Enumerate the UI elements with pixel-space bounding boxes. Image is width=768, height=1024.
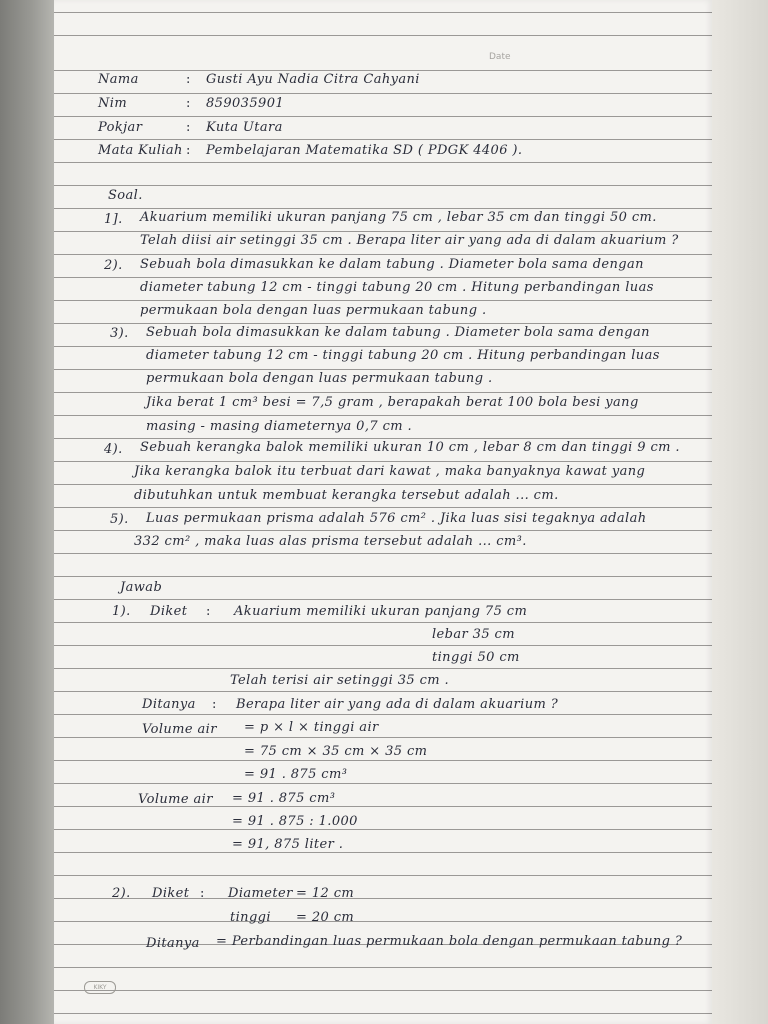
question-number: 2). — [104, 258, 123, 273]
question-number: 3). — [110, 326, 129, 341]
notebook-brand-logo: KIKY — [84, 981, 116, 994]
colon: : — [186, 96, 191, 111]
question-number: 1]. — [104, 212, 123, 227]
volume-step: = 91 . 875 cm³ — [232, 791, 336, 806]
question-number: 5). — [110, 512, 129, 527]
diket-line: tinggi 50 cm — [432, 650, 520, 665]
question-line: Akuarium memiliki ukuran panjang 75 cm , lebar 35 cm dan tinggi 50 cm. — [140, 210, 657, 225]
question-line: Luas permukaan prisma adalah 576 cm² . Jika luas sisi tegaknya adalah — [146, 511, 647, 526]
colon: : — [212, 697, 217, 712]
question-line: Sebuah bola dimasukkan ke dalam tabung . Diameter bola sama dengan — [140, 257, 644, 272]
colon: : — [200, 886, 205, 901]
name-label: Nama — [98, 72, 139, 87]
pokjar-label: Pokjar — [98, 120, 143, 135]
nim-label: Nim — [98, 96, 128, 111]
name-value: Gusti Ayu Nadia Citra Cahyani — [206, 72, 420, 87]
ditanya-text: Berapa liter air yang ada di dalam akuarium ? — [236, 697, 559, 712]
question-line: Jika berat 1 cm³ besi = 7,5 gram , berapakah berat 100 bola besi yang — [146, 395, 639, 410]
jawab-heading: Jawab — [120, 580, 163, 595]
volume-step: = 91, 875 liter . — [232, 837, 344, 852]
diameter-label: Diameter — [228, 886, 293, 901]
volume-label: Volume air — [142, 722, 217, 737]
pokjar-value: Kuta Utara — [206, 120, 283, 135]
tinggi-label: tinggi — [230, 910, 271, 925]
diket-label: Diket — [150, 604, 188, 619]
nim-value: 859035901 — [206, 96, 285, 111]
notebook-right-edge — [712, 0, 768, 1024]
diket-line: Telah terisi air setinggi 35 cm . — [230, 673, 450, 688]
notebook-left-edge — [0, 0, 54, 1024]
diket-line: Akuarium memiliki ukuran panjang 75 cm — [234, 604, 528, 619]
question-line: masing - masing diameternya 0,7 cm . — [146, 419, 413, 434]
diket-label: Diket — [152, 886, 190, 901]
diket-line: lebar 35 cm — [432, 627, 515, 642]
soal-heading: Soal. — [108, 188, 143, 203]
question-line: dibutuhkan untuk membuat kerangka tersebut adalah ... cm. — [134, 488, 559, 503]
volume-step: = 75 cm × 35 cm × 35 cm — [244, 744, 428, 759]
colon: : — [186, 72, 191, 87]
tinggi-value: = 20 cm — [296, 910, 355, 925]
date-label: Date — [489, 52, 511, 62]
course-value: Pembelajaran Matematika SD ( PDGK 4406 ). — [206, 143, 523, 158]
question-line: permukaan bola dengan luas permukaan tabung . — [146, 371, 493, 386]
course-label: Mata Kuliah — [98, 143, 183, 158]
ditanya-label: Ditanya — [142, 697, 196, 712]
question-number: 4). — [104, 442, 123, 457]
colon: : — [186, 143, 191, 158]
question-line: diameter tabung 12 cm - tinggi tabung 20 cm . Hitung perbandingan luas — [146, 348, 660, 363]
volume-label: Volume air — [138, 792, 213, 807]
diameter-value: = 12 cm — [296, 886, 355, 901]
volume-step: = 91 . 875 cm³ — [244, 767, 348, 782]
answer-number: 1). — [112, 604, 131, 619]
volume-step: = 91 . 875 : 1.000 — [232, 814, 358, 829]
question-line: Sebuah bola dimasukkan ke dalam tabung . Diameter bola sama dengan — [146, 325, 650, 340]
question-line: permukaan bola dengan luas permukaan tabung . — [140, 303, 487, 318]
ditanya-label: Ditanya — [146, 936, 200, 951]
ditanya-text: = Perbandingan luas permukaan bola dengan permukaan tabung ? — [216, 934, 683, 949]
question-line: diameter tabung 12 cm - tinggi tabung 20 cm . Hitung perbandingan luas — [140, 280, 654, 295]
question-line: Sebuah kerangka balok memiliki ukuran 10 cm , lebar 8 cm dan tinggi 9 cm . — [140, 440, 680, 455]
question-line: 332 cm² , maka luas alas prisma tersebut adalah ... cm³. — [134, 534, 527, 549]
volume-step: = p × l × tinggi air — [244, 720, 379, 735]
colon: : — [186, 120, 191, 135]
question-line: Jika kerangka balok itu terbuat dari kawat , maka banyaknya kawat yang — [134, 464, 646, 479]
colon: : — [206, 604, 211, 619]
answer-number: 2). — [112, 886, 131, 901]
question-line: Telah diisi air setinggi 35 cm . Berapa liter air yang ada di dalam akuarium ? — [140, 233, 679, 248]
